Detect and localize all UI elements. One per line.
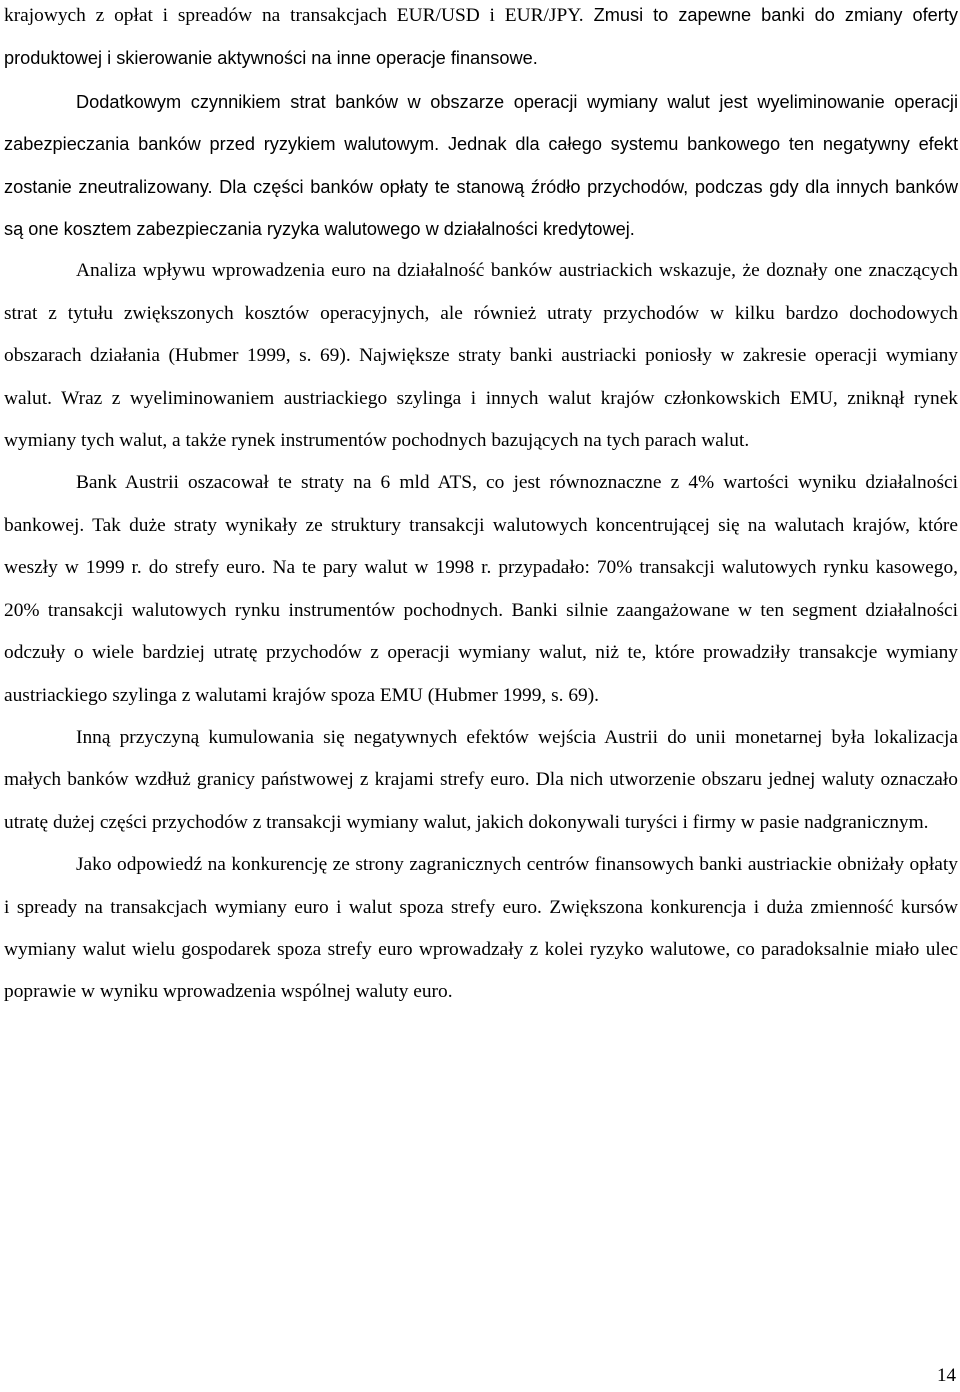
- paragraph-6: Jako odpowiedź na konkurencję ze strony zagranicznych centrów finansowych banki austriackie obniżały opłaty i spready na transakcjach wymiany euro i walut spoza strefy euro. Zwiększona konkurencja i duża zmienność kursów wymiany walut wielu gospodarek spoza strefy euro wprowadzały z kolei ryzyko walutowe, co paradoksalnie miało ulec poprawie w wyniku wprowadzenia wspólnej waluty euro.: [4, 854, 958, 1003]
- paragraph-5: Inną przyczyną kumulowania się negatywnych efektów wejścia Austrii do unii monetarnej była lokalizacja małych banków wzdłuż granicy państwowej z krajami strefy euro. Dla nich utworzenie obszaru jednej waluty oznaczało utratę dużej części przychodów z transakcji wymiany walut, jakich dokonywali turyści i firmy w pasie nadgranicznym.: [4, 726, 958, 833]
- page-number: 14: [937, 1365, 956, 1386]
- paragraph-1: [4, 0, 958, 81]
- paragraph-3: Analiza wpływu wprowadzenia euro na działalność banków austriackich wskazuje, że doznały one znaczących strat z tytułu zwiększonych kosztów operacyjnych, ale również utraty przychodów w kilku bardzo dochodowych obszarach działania (Hubmer 1999, s. 69). Największe straty banki austriacki poniosły w zakresie operacji wymiany walut. Wraz z wyeliminowaniem austriackiego szylinga i innych walut krajów członkowskich EMU, zniknął rynek wymiany tych walut, a także rynek instrumentów pochodnych bazujących na tych parach walut.: [4, 260, 958, 452]
- paragraph-1-text-b: Zmusi to zapewne banki do zmiany oferty produktowej i skierowanie aktywności na inne operacje finansowe.: [4, 5, 958, 69]
- paragraph-2-text-a: Dodatkowym czynnikiem strat banków w obszarze operacji wymiany walut jest wyeliminowanie operacji zabezpieczania banków przed ryzykiem walutowym.: [4, 91, 958, 155]
- paragraph-2-text-b: Jednak dla całego systemu bankowego ten negatywny efekt zostanie zneutralizowany.: [4, 134, 958, 197]
- paragraph-4: Bank Austrii oszacował te straty na 6 mld ATS, co jest równoznaczne z 4% wartości wyniku działalności bankowej. Tak duże straty wynikały ze struktury transakcji walutowych koncentrującej się na walutach krajów, które weszły w 1999 r. do strefy euro. Na te pary walut w 1998 r. przypadało: 70% transakcji walutowych rynku kasowego, 20% transakcji walutowych rynku instrumentów pochodnych. Banki silnie zaangażowane w ten segment działalności odczuły o wiele bardziej utratę przychodów z operacji wymiany walut, niż te, które prowadziły transakcje wymiany austriackiego szylinga z walutami krajów spoza EMU (Hubmer 1999, s. 69).: [4, 472, 958, 706]
- paragraph-1-text-a: krajowych z opłat i spreadów na transakcjach EUR/USD i EUR/JPY.: [4, 5, 584, 26]
- paragraph-2: [4, 81, 958, 251]
- paragraph-2-text-c: Dla części banków opłaty te stanową źródło przychodów, podczas gdy dla innych banków są one kosztem zabezpieczania ryzyka walutowego w działalności kredytowej.: [4, 176, 958, 240]
- document-page: [4, 0, 958, 1014]
